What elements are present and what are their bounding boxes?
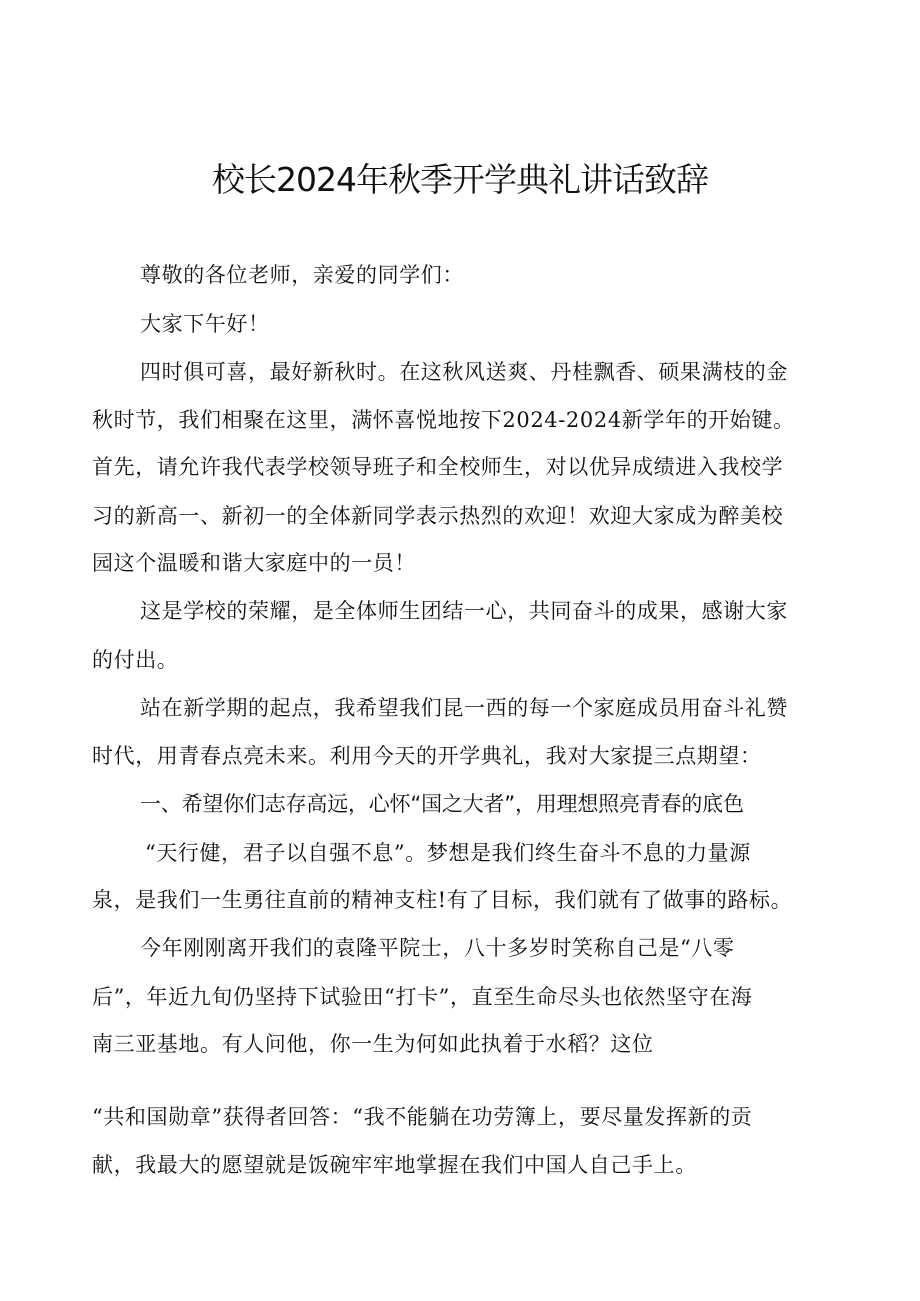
paragraph-line: 秋时节，我们相聚在这里，满怀喜悦地按下2024-2024新学年的开始键。 bbox=[92, 408, 795, 432]
paragraph-line: 这是学校的荣耀，是全体师生团结一心，共同奋斗的成果，感谢大家 bbox=[140, 599, 788, 623]
paragraph-line: 后”，年近九旬仍坚持下试验田“打卡”，直至生命尽头也依然坚守在海 bbox=[92, 985, 753, 1009]
paragraph-line: 时代，用青春点亮未来。利用今天的开学典礼，我对大家提三点期望： bbox=[92, 744, 762, 768]
paragraph-line: “共和国勋章”获得者回答：“我不能躺在功劳簿上，要尽量发挥新的贡 bbox=[92, 1105, 753, 1129]
paragraph-line: 今年刚刚离开我们的袁隆平院士，八十多岁时笑称自己是“八零 bbox=[140, 936, 735, 960]
document-title: 校长2024年秋季开学典礼讲话致辞 bbox=[212, 160, 708, 199]
salutation-line: 尊敬的各位老师，亲爱的同学们： bbox=[140, 263, 464, 287]
greeting-line: 大家下午好！ bbox=[140, 312, 270, 336]
paragraph-line: 首先，请允许我代表学校领导班子和全校师生，对以优异成绩进入我校学 bbox=[92, 455, 784, 479]
paragraph-line: 南三亚基地。有人问他，你一生为何如此执着于水稻？这位 bbox=[92, 1032, 654, 1056]
paragraph-line: 站在新学期的起点，我希望我们昆一西的每一个家庭成员用奋斗礼赞 bbox=[140, 696, 788, 720]
paragraph-line: 习的新高一、新初一的全体新同学表示热烈的欢迎！欢迎大家成为醉美校 bbox=[92, 504, 784, 528]
paragraph-line: 泉，是我们一生勇往直前的精神支柱!有了目标，我们就有了做事的路标。 bbox=[92, 888, 793, 912]
paragraph-line: 献，我最大的愿望就是饭碗牢牢地掌握在我们中国人自己手上。 bbox=[92, 1153, 697, 1177]
paragraph-line: 四时俱可喜，最好新秋时。在这秋风送爽、丹桂飘香、硕果满枝的金 bbox=[140, 360, 788, 384]
paragraph-line: “天行健，君子以自强不息”。梦想是我们终生奋斗不息的力量源 bbox=[145, 841, 751, 865]
paragraph-line: 园这个温暖和谐大家庭中的一员！ bbox=[92, 551, 416, 575]
paragraph-line: 的付出。 bbox=[92, 648, 179, 672]
section-heading: 一、希望你们志存高远，心怀“国之大者”，用理想照亮青春的底色 bbox=[140, 792, 744, 816]
